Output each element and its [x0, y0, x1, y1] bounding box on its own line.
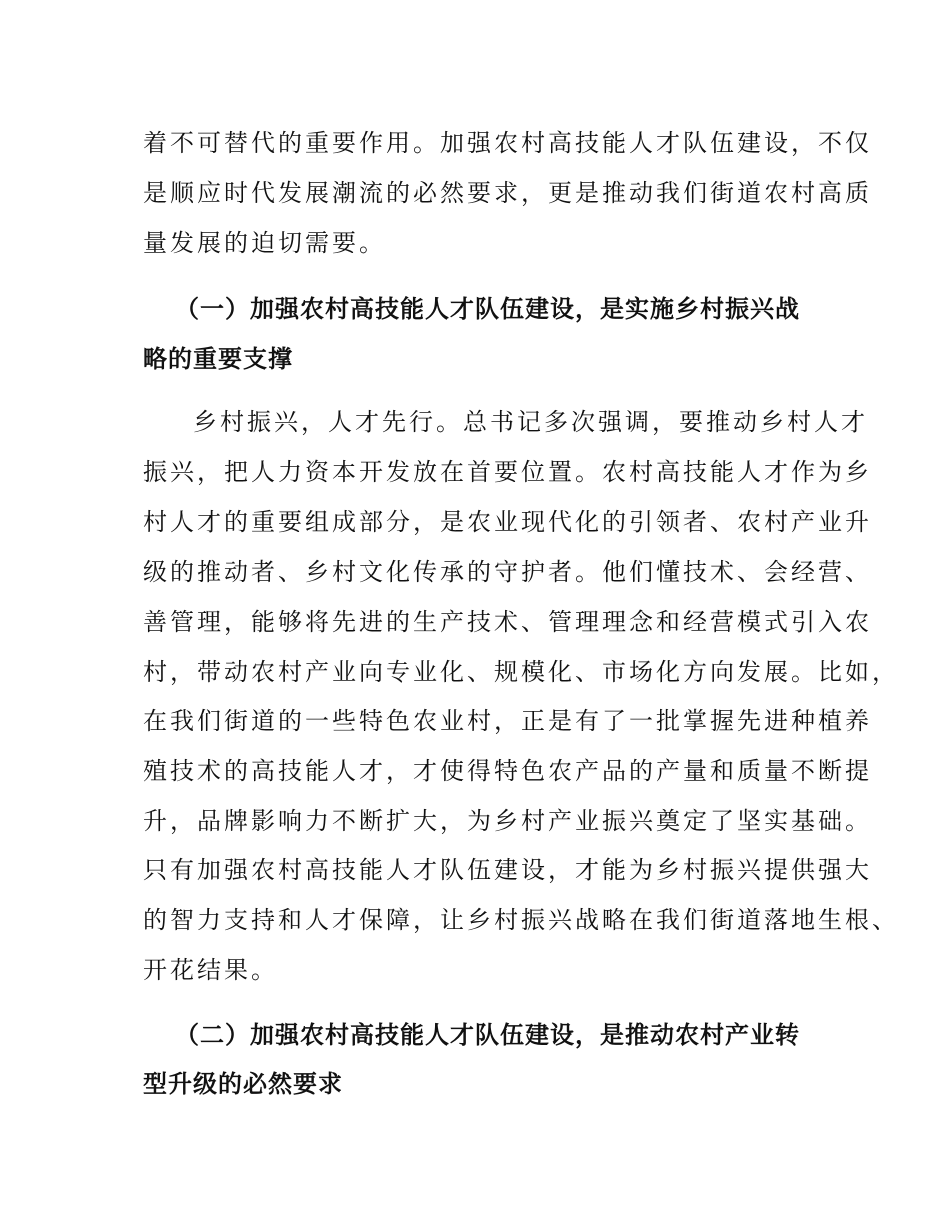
section-one-para-line-8: 殖技术的高技能人才，才使得特色农产品的产量和质量不断提: [143, 757, 872, 785]
intro-line-2: 是顺应时代发展潮流的必然要求，更是推动我们街道农村高质: [143, 179, 872, 207]
intro-line-1: 着不可替代的重要作用。加强农村高技能人才队伍建设，不仅: [143, 129, 872, 157]
section-one-para-line-10: 只有加强农村高技能人才队伍建设，才能为乡村振兴提供强大: [143, 856, 872, 884]
section-one-para-line-12: 开花结果。: [143, 956, 278, 984]
section-two-heading-line-1: （二）加强农村高技能人才队伍建设，是推动农村产业转: [175, 1021, 800, 1049]
section-one-para-line-4: 级的推动者、乡村文化传承的守护者。他们懂技术、会经营、: [143, 558, 872, 586]
section-one-heading-line-1: （一）加强农村高技能人才队伍建设，是实施乡村振兴战: [175, 295, 800, 323]
section-one-para-line-5: 善管理，能够将先进的生产技术、管理理念和经营模式引入农: [143, 608, 872, 636]
section-one-para-line-1: 乡村振兴，人才先行。总书记多次强调，要推动乡村人才: [193, 408, 868, 436]
section-one-para-line-3: 村人才的重要组成部分，是农业现代化的引领者、农村产业升: [143, 508, 872, 536]
section-one-para-line-2: 振兴，把人力资本开发放在首要位置。农村高技能人才作为乡: [143, 458, 872, 486]
section-one-heading-line-2: 略的重要支撑: [143, 345, 293, 373]
intro-line-3: 量发展的迫切需要。: [143, 229, 386, 257]
section-one-para-line-6: 村，带动农村产业向专业化、规模化、市场化方向发展。比如，: [143, 658, 899, 686]
section-one-para-line-11: 的智力支持和人才保障，让乡村振兴战略在我们街道落地生根、: [143, 906, 899, 934]
section-one-para-line-7: 在我们街道的一些特色农业村，正是有了一批掌握先进种植养: [143, 707, 872, 735]
section-one-para-line-9: 升，品牌影响力不断扩大，为乡村产业振兴奠定了坚实基础。: [143, 807, 872, 835]
section-two-heading-line-2: 型升级的必然要求: [143, 1070, 343, 1098]
